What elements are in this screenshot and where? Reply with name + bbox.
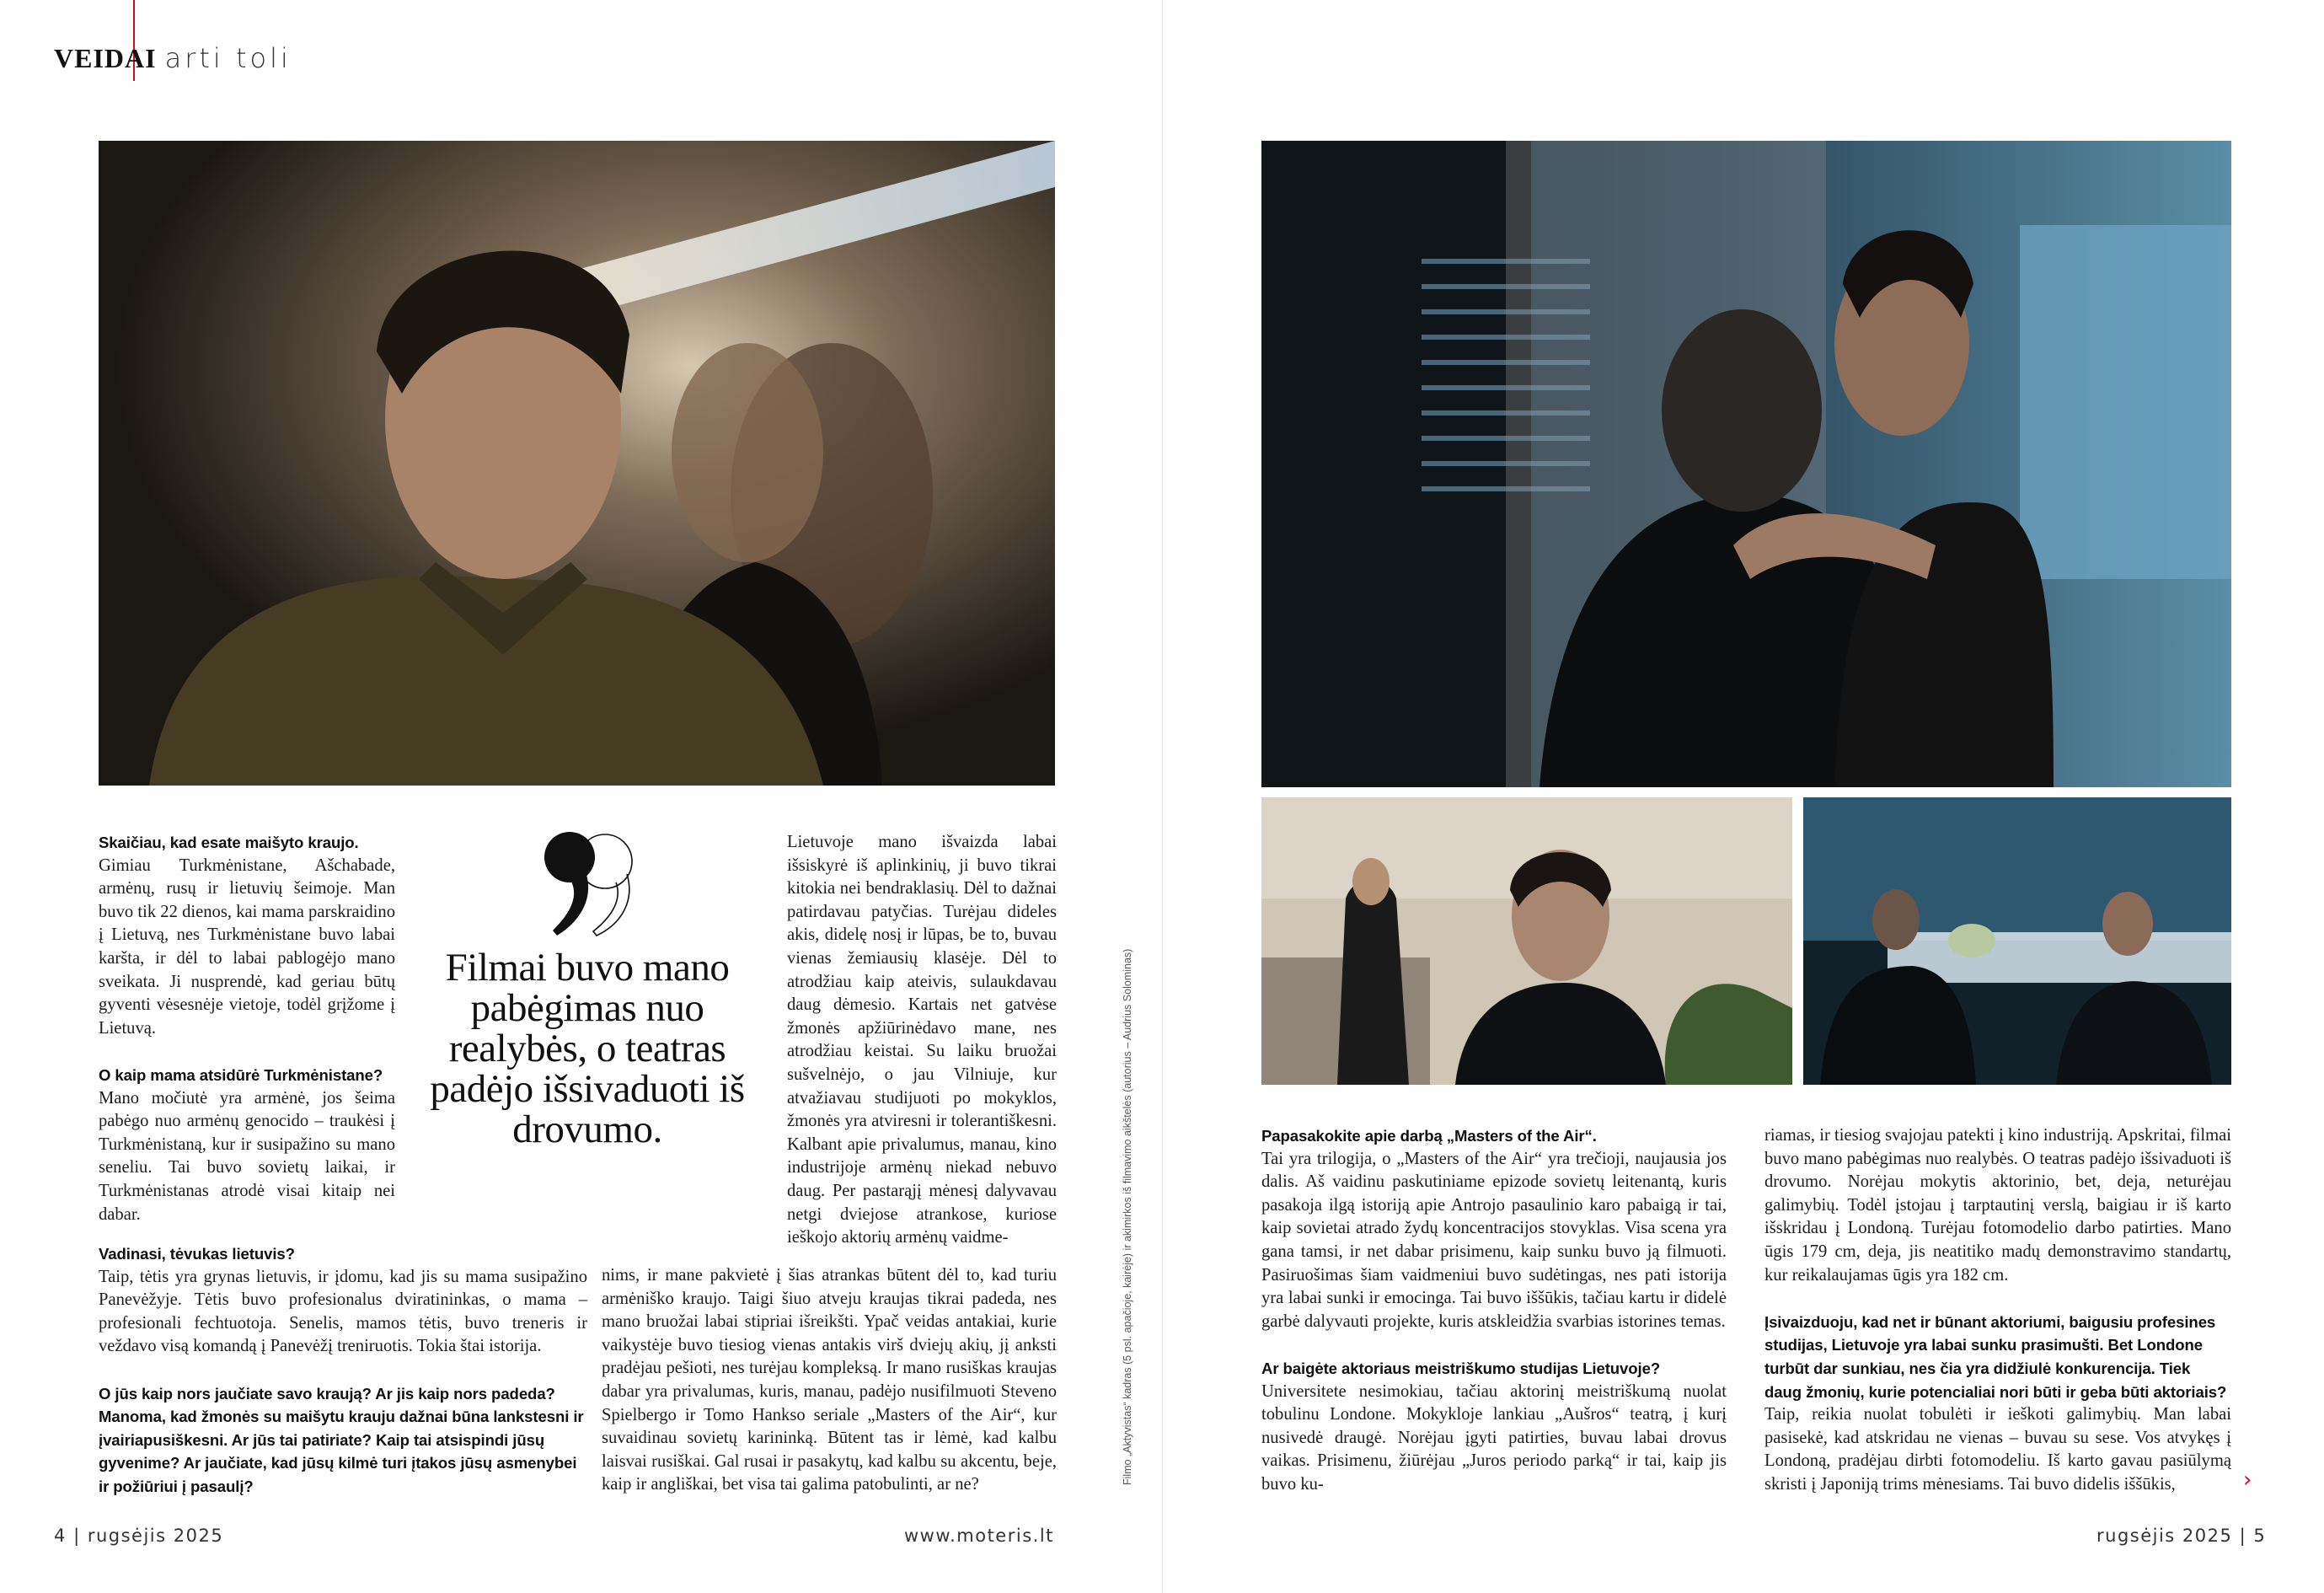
photo-kitchen-portrait bbox=[1261, 797, 1792, 1085]
left-column-3-top bbox=[787, 831, 1057, 1250]
pull-quote: Filmai buvo mano pabėgimas nuo realybės, o teatras padėjo išsivaduoti iš drovumo. bbox=[430, 946, 745, 1151]
question: Skaičiau, kad esate maišyto kraujo. bbox=[99, 834, 359, 851]
footer-left bbox=[54, 1526, 223, 1546]
question: O kaip mama atsidūrė Turkmėnistane? bbox=[99, 1065, 383, 1084]
magazine-logo: VEIDAI bbox=[54, 43, 157, 73]
answer-continued: Lietuvoje mano išvaizda labai išsiskyrė iš aplinkinių, ji buvo tikrai kitokia nei bendraklasių. Dėl to dažnai patirdavau patyčias. Turėjau dideles akis, didelę nosį ir lūpas, be to, buvau vienas žemiausių klasėje. Dėl to atrodžiau kaip ateivis, sulaukdavau daug dėmesio. Kartais net gatvėse žmonės apžiūrinėdavo mane, nes atrodžiau keistai. Su laiku bruožai sušvelnėjo, o jau Vilniuje, kur atvažiavau studijuoti po mokyklos, žmonės yra atviresni ir tolerantiškesni. Kalbant apie privalumus, manau, kino industrijoje armėnų niekad nebuvo daug. Per pastarąjį mėnesį dalyvavau netgi dviejose atrankose, kuriose ieškojo aktorių armėnų vaidme- bbox=[787, 833, 1057, 1247]
answer: Tai yra trilogija, o „Masters of the Air“ yra trečioji, naujausia jos dalis. Aš vaidinu paskutiniame epizode sovietų leitenantą, kuris pasakoja ilgą istoriją apie Antrojo pasaulinio karo pabaigą ir tai, kaip sovietai atrado žydų koncentracijos stovyklas. Visa scena yra gana tamsi, ir net dabar prisimenu, kaip sunku buvo ją filmuoti. Pasiruošimas šiam vaidmeniui buvo sudėtingas, nes pati istorija yra labai sunki ir emocinga. Tai buvo iššūkis, tačiau kartu ir didelė garbė dalyvauti projekte, kuris atskleidžia svarbias istorines temas. bbox=[1261, 1149, 1727, 1331]
page-number: 5 bbox=[2253, 1526, 2267, 1546]
left-column-wide bbox=[99, 1242, 587, 1521]
right-column-2 bbox=[1764, 1124, 2231, 1520]
section-name: arti toli bbox=[164, 42, 292, 74]
answer-continued: riamas, ir tiesiog svajojau patekti į kino industriją. Apskritai, filmai buvo mano pabėgimas nuo realybės. O teatras padėjo išsivaduoti iš drovumo. Norėjau mokytis aktorinio, bet, deja, neturėjau galimybių. Todėl įstojau į tarptautinį verslą, baigiau ir iš karto išskridau į Londoną. Turėjau fotomodelio darbo patirties. Mano ūgis 179 cm, deja, jis neatitiko madų demonstravimo standartų, kur reikalaujamas ūgis yra 182 cm. bbox=[1764, 1126, 2231, 1285]
right-column-1 bbox=[1261, 1124, 1727, 1520]
footer-separator: | bbox=[2239, 1526, 2247, 1546]
quote-mark-icon bbox=[536, 828, 642, 937]
footer-right bbox=[2096, 1526, 2266, 1546]
question: Vadinasi, tėvukas lietuvis? bbox=[99, 1245, 295, 1263]
answer-continued: nims, ir mane pakvietė į šias atrankas būtent dėl to, kad turiu armėniško kraujo. Taigi šiuo atveju kraujas tikrai padeda, nes mano bruožai labai stipriai išreikšti. Ypač veidas antakiai, kurie vaikystėje buvo tiesiog vienas antakis virš dviejų akių, jį anksti pradėjau pešioti, nes turėjau kompleksą. Ir mano rusiškas kraujas dabar yra privalumas, kuris, manau, padėjo nusifilmuoti Steveno Spielbergo ir Tomo Hankso seriale „Masters of the Air“, kur suvaidinau sovietų karininką. Būtent tas ir lėmė, kad kalbu laisvai rusiškai. Gal rusai ir pasakytų, kad kalbu su akcentu, beje, kaip ir angliškai, bet visa tai galima patobulinti, ar ne? bbox=[602, 1266, 1057, 1494]
question: Papasakokite apie darbą „Masters of the Air“. bbox=[1261, 1127, 1597, 1145]
issue-date: rugsėjis 2025 bbox=[2096, 1526, 2233, 1546]
page-gutter bbox=[1162, 0, 1163, 1593]
photo-embrace-blue-kitchen bbox=[1261, 141, 2231, 787]
issue-date: rugsėjis 2025 bbox=[87, 1526, 224, 1546]
answer: Mano močiutė yra armėnė, jos šeima pabėgo nuo armėnų genocido – traukėsi į Turkmėnistaną, kur ir susipažino su mano seneliu. Tai buvo sovietų laikai, ir Turkmėnistanas atrodė visai kitaip nei dabar. bbox=[99, 1088, 395, 1224]
question: Ar baigėte aktoriaus meistriškumo studijas Lietuvoje? bbox=[1261, 1359, 1661, 1377]
photo-credit: Filmo „Aktyvistas“ kadras (5 psl. apačioje, kairėje) ir akimirkos iš filmavimo aikštelės (autorius – Audrius Solominas) bbox=[1122, 948, 1133, 1485]
header-brand bbox=[54, 42, 292, 74]
footer-separator: | bbox=[73, 1526, 81, 1546]
photo-night-kitchen-two-men bbox=[1803, 797, 2231, 1085]
footer-website: www.moteris.lt bbox=[904, 1526, 1054, 1546]
photo-two-men-lamp bbox=[99, 141, 1055, 786]
answer: Taip, reikia nuolat tobulėti ir ieškoti galimybių. Man labai pasisekė, kad atskridau ne vienas – buvau su sese. Vos atvykęs į Londoną, pradėjau dirbti fotomodeliu. Iš karto gavau pasiūlymą skristi į Japoniją trims mėnesiams. Tai buvo didelis iššūkis, bbox=[1764, 1405, 2231, 1494]
answer: Universitete nesimokiau, tačiau aktorinį meistriškumą nuolat tobulinu Londone. Mokykloje lankiau „Aušros“ teatrą, į kurį nusivedė draugė. Norėjau įgyti patirties, buvau labai drovus vaikas. Prisimenu, žiūrėjau „Juros periodo parką“ ir tai, kaip jis buvo ku- bbox=[1261, 1381, 1727, 1494]
page-number: 4 bbox=[54, 1526, 67, 1546]
left-column-3-wide bbox=[602, 1264, 1057, 1497]
left-column-1 bbox=[99, 831, 395, 1250]
answer: Taip, tėtis yra grynas lietuvis, ir įdomu, kad jis su mama susipažino Panevėžyje. Tėtis buvo profesionalus dviratininkas, o mama – profesionali fechtuotoja. Senelis, mamos tėtis, buvo treneris ir veždavo visą komandą į Panevėžį treniruotis. Tokia štai istorija. bbox=[99, 1267, 587, 1356]
continue-arrow-icon: › bbox=[2243, 1467, 2252, 1493]
answer: Gimiau Turkmėnistane, Ašchabade, armėnų, rusų ir lietuvių šeimoje. Man buvo tik 22 dienos, kai mama parskraidino į Lietuvą, nes Turkmėnistane buvo labai karšta, ir dėl to labai pablogėjo mano sveikata. Ji nusprendė, kad geriau būtų gyventi vėsesnėje vietoje, todėl grįžome į Lietuvą. bbox=[99, 856, 395, 1038]
question: O jūs kaip nors jaučiate savo kraują? Ar jis kaip nors padeda? Manoma, kad žmonės su maišytu krauju dažnai būna lankstesni ir įvairiapusiškesni. Ar jūs tai patiriate? Kaip tai atsispindi jūsų gyvenime? Ar jaučiate, kad jūsų kilmė turi įtakos jūsų asmenybei ir požiūriui į pasaulį? bbox=[99, 1384, 584, 1495]
question: Įsivaizduoju, kad net ir būnant aktoriumi, baigusiu profesines studijas, Lietuvoje yra labai sunku prasimušti. Bet Londone turbūt dar sunkiau, nes čia yra didžiulė konkurencija. Tiek daug žmonių, kurie potencialiai nori būti ir geba būti aktoriais? bbox=[1764, 1312, 2227, 1401]
